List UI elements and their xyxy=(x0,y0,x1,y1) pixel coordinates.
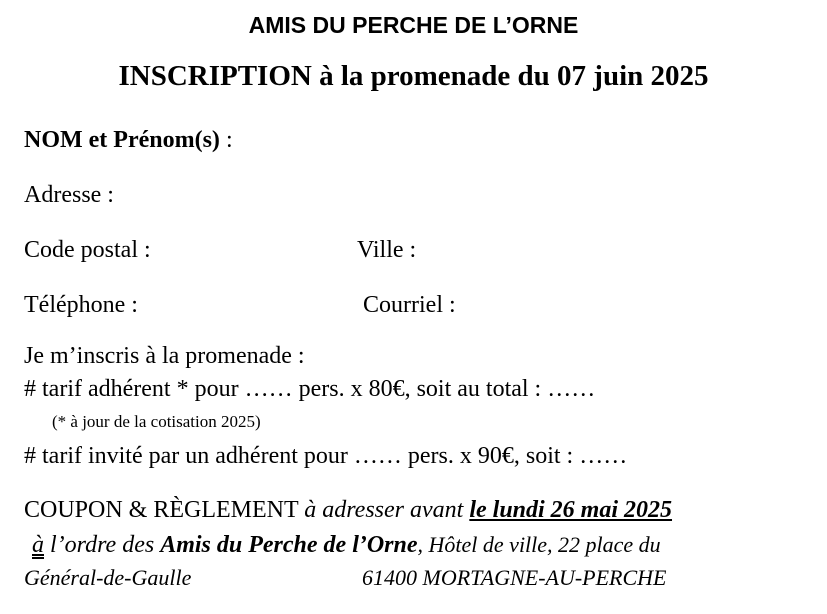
order-name: Amis du Perche de l’Orne xyxy=(160,532,418,558)
order-line xyxy=(32,532,661,559)
city-line: 61400 MORTAGNE-AU-PERCHE xyxy=(362,565,667,590)
order-address: , Hôtel de ville, 22 place du xyxy=(417,532,661,557)
page-title: INSCRIPTION à la promenade du 07 juin 2025 xyxy=(118,60,709,92)
field-email-label: Courriel : xyxy=(363,292,456,318)
member-rate-line: # tarif adhérent * pour …… pers. x 80€, soit au total : …… xyxy=(24,376,596,402)
field-phone-label: Téléphone : xyxy=(24,292,138,318)
street-end: Général-de-Gaulle xyxy=(24,565,192,590)
field-postal-code-label: Code postal : xyxy=(24,237,151,263)
coupon-lead: COUPON & RÈGLEMENT xyxy=(24,497,305,523)
member-rate-note: (* à jour de la cotisation 2025) xyxy=(52,412,261,431)
field-city-label: Ville : xyxy=(357,237,417,263)
guest-rate-line: # tarif invité par un adhérent pour …… pers. x 90€, soit : …… xyxy=(24,443,628,469)
organization-name: AMIS DU PERCHE DE L’ORNE xyxy=(248,12,579,38)
field-name xyxy=(24,127,233,154)
coupon-send-before: à adresser avant xyxy=(304,497,470,523)
order-a: à xyxy=(32,532,44,558)
registration-intro: Je m’inscris à la promenade : xyxy=(24,343,305,369)
field-name-label: NOM et Prénom(s) xyxy=(24,127,220,153)
field-name-colon: : xyxy=(219,127,233,153)
field-address-label: Adresse : xyxy=(24,182,114,208)
order-text: l’ordre des xyxy=(44,532,161,558)
coupon-deadline: le lundi 26 mai 2025 xyxy=(469,497,673,523)
coupon-line xyxy=(24,497,672,524)
